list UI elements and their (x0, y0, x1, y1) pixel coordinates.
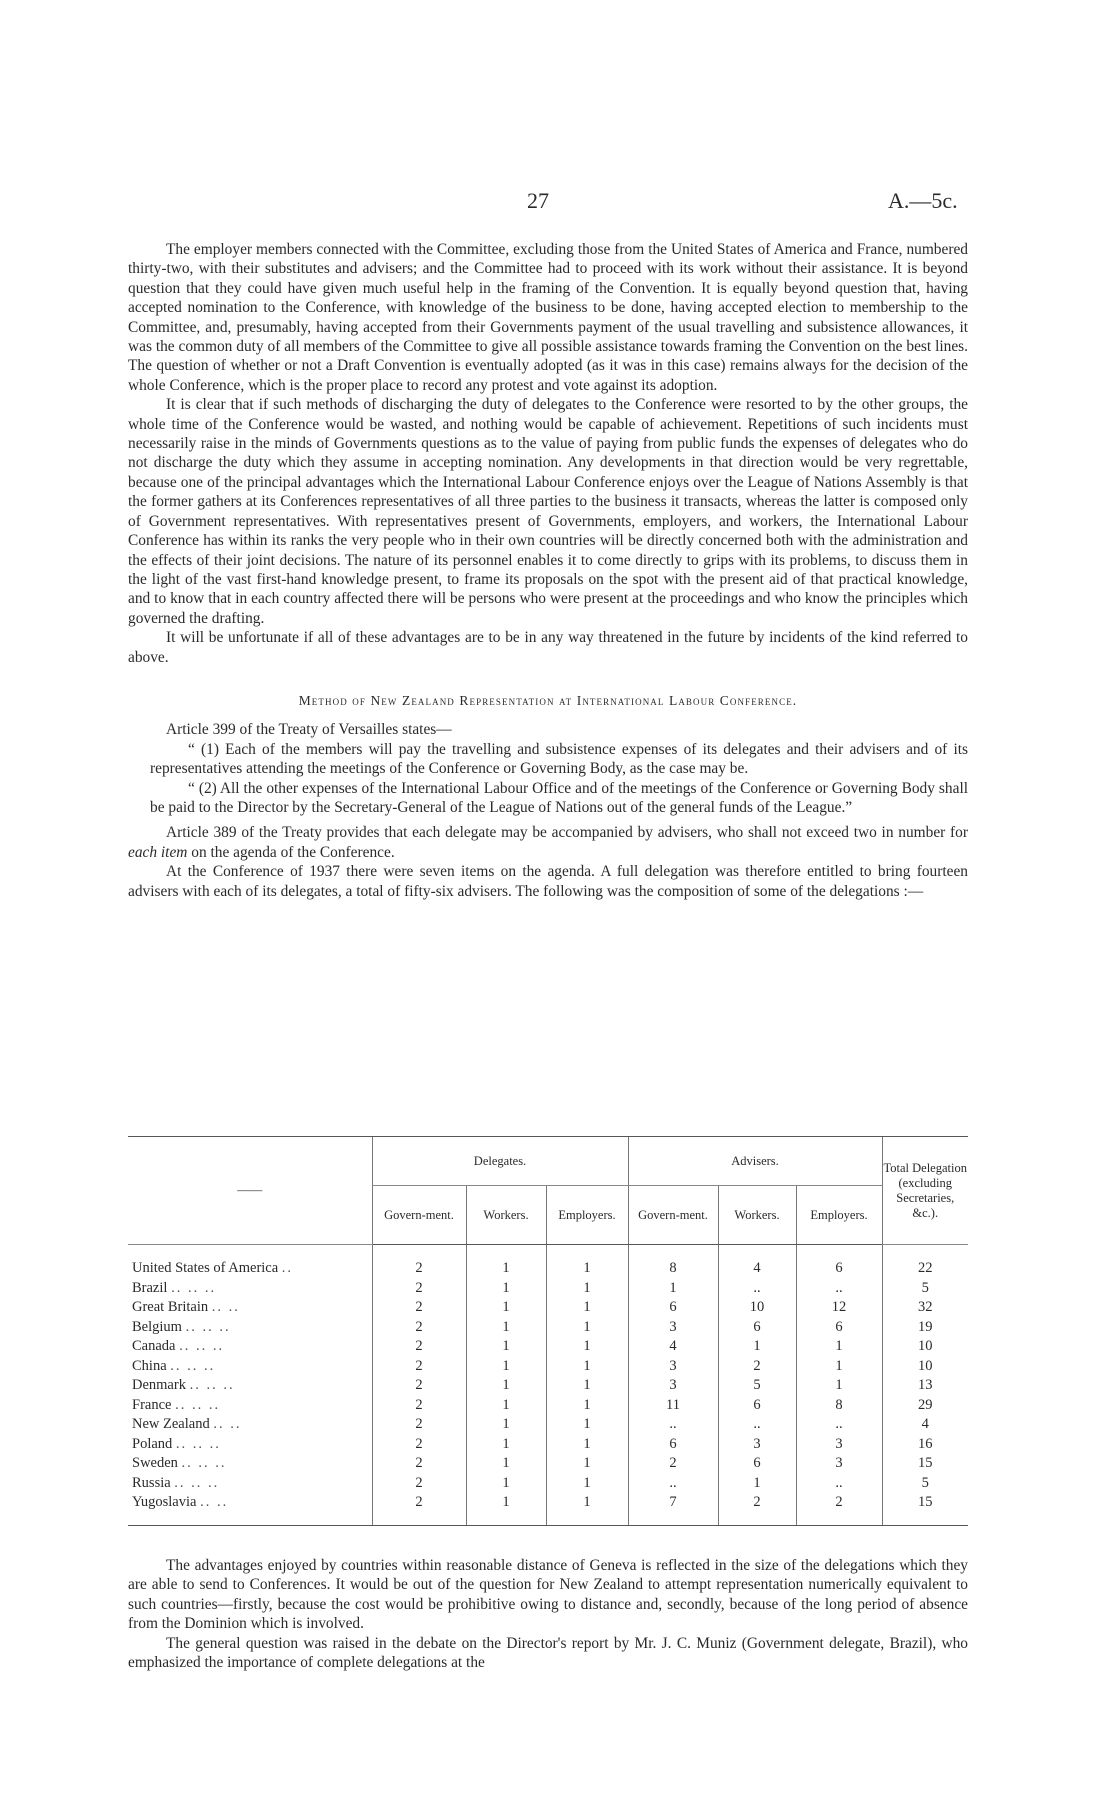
dot-leader: .. .. (211, 1299, 240, 1316)
cell-dw: 1 (466, 1259, 546, 1279)
cell-dg: 2 (372, 1318, 466, 1338)
cell-ag: 4 (628, 1337, 718, 1357)
quote-item: “ (1) Each of the members will pay the travelling and subsistence expenses of its delegates and their advisers and of its representatives attending the meetings of the Conference or Governing Body, as the case may be. (150, 740, 968, 778)
cell-ag: 8 (628, 1259, 718, 1279)
table-row (128, 1337, 968, 1357)
cell-de: 1 (546, 1474, 628, 1494)
country-name: Sweden (132, 1455, 178, 1472)
cell-ag: 3 (628, 1357, 718, 1377)
cell-total: 15 (882, 1454, 968, 1474)
cell-dg: 2 (372, 1298, 466, 1318)
cell-aw: 6 (718, 1318, 796, 1338)
cell-total: 10 (882, 1337, 968, 1357)
cell-dw: 1 (466, 1357, 546, 1377)
dot-leader: .. .. (213, 1416, 242, 1433)
cell-ae: 1 (796, 1357, 882, 1377)
paragraph: The general question was raised in the debate on the Director's report by Mr. J. C. Muniz (Government delegate, Brazil), who emphasized the importance of complete delegations at the (128, 1634, 968, 1672)
country-cell (128, 1337, 372, 1357)
cell-ae: .. (796, 1415, 882, 1435)
cell-ae: 2 (796, 1493, 882, 1513)
article-389-paragraph (128, 823, 968, 862)
table-row (128, 1415, 968, 1435)
country-cell (128, 1357, 372, 1377)
cell-ag: 11 (628, 1396, 718, 1416)
cell-total: 32 (882, 1298, 968, 1318)
cell-dw: 1 (466, 1454, 546, 1474)
cell-dg: 2 (372, 1259, 466, 1279)
cell-de: 1 (546, 1357, 628, 1377)
cell-dw: 1 (466, 1474, 546, 1494)
dot-leader: .. .. .. (185, 1318, 231, 1335)
cell-dw: 1 (466, 1435, 546, 1455)
dot-leader: .. .. .. (171, 1279, 217, 1296)
cell-dg: 2 (372, 1493, 466, 1513)
dot-leader: .. .. .. (175, 1396, 221, 1413)
cell-de: 1 (546, 1415, 628, 1435)
country-cell (128, 1474, 372, 1494)
country-cell (128, 1396, 372, 1416)
cell-ag: 6 (628, 1435, 718, 1455)
country-name: Denmark (132, 1377, 186, 1394)
dot-leader: .. (281, 1260, 294, 1277)
country-name: Great Britain (132, 1299, 209, 1316)
country-name: United States of America (132, 1260, 279, 1277)
cell-aw: .. (718, 1279, 796, 1299)
cell-dw: 1 (466, 1376, 546, 1396)
cell-ag: 6 (628, 1298, 718, 1318)
cell-dg: 2 (372, 1454, 466, 1474)
table-group-header-row (128, 1137, 968, 1186)
cell-aw: 4 (718, 1259, 796, 1279)
cell-total: 22 (882, 1259, 968, 1279)
cell-total: 29 (882, 1396, 968, 1416)
paragraph: It is clear that if such methods of discharging the duty of delegates to the Conference were resorted to by the other groups, the whole time of the Conference would be wasted, and nothing would be capable of achievement. Repetitions of such incidents must necessarily raise in the minds of Governments questions as to the value of paying from public funds the expenses of delegates who do not discharge the duty which they assume in accepting nomination. Any developments in that direction would be very regrettable, because one of the principal advantages which the International Labour Conference enjoys over the League of Nations Assembly is that the former gathers at its Conferences representatives of all three parties to the business it transacts, whereas the latter is composed only of Government representatives. With representatives present of Governments, employers, and workers, the International Labour Conference has within its ranks the very people who in their own countries will be directly concerned both with the administration and the effects of their joint decisions. The nature of its personnel enables it to come directly to grips with its problems, to discuss them in the light of the vast first-hand knowledge present, to frame its proposals on the spot with the present aid of that practical knowledge, and to know that in each country affected there will be persons who were present at the proceedings and who know the principles which governed the drafting. (128, 396, 968, 627)
country-name: Poland (132, 1435, 173, 1452)
paragraph: The advantages enjoyed by countries within reasonable distance of Geneva is reflected in the size of the delegations which they are able to send to Conferences. It would be out of the question for New Zealand to attempt representation numerically equivalent to such countries—firstly, because the cost would be prohibitive owing to distance and, secondly, because of the long period of absence from the Dominion which is involved. (128, 1557, 968, 1633)
dot-leader: .. .. .. (181, 1455, 227, 1472)
advisers-government-header: Govern-ment. (628, 1186, 718, 1245)
country-name: China (132, 1357, 167, 1374)
page-reference: A.—5c. (888, 188, 958, 213)
cell-dw: 1 (466, 1318, 546, 1338)
country-name: Belgium (132, 1318, 182, 1335)
cell-dw: 1 (466, 1337, 546, 1357)
cell-dw: 1 (466, 1396, 546, 1416)
cell-de: 1 (546, 1376, 628, 1396)
table-end-rule (128, 1513, 968, 1526)
cell-de: 1 (546, 1318, 628, 1338)
country-name: New Zealand (132, 1416, 210, 1433)
cell-de: 1 (546, 1396, 628, 1416)
cell-aw: 1 (718, 1474, 796, 1494)
cell-dg: 2 (372, 1376, 466, 1396)
cell-ae: .. (796, 1474, 882, 1494)
cell-de: 1 (546, 1259, 628, 1279)
cell-de: 1 (546, 1337, 628, 1357)
table-row (128, 1259, 968, 1279)
cell-total: 13 (882, 1376, 968, 1396)
cell-dg: 2 (372, 1337, 466, 1357)
table-row (128, 1435, 968, 1455)
delegates-workers-header: Workers. (466, 1186, 546, 1245)
country-name: Russia (132, 1474, 171, 1491)
country-name: Yugoslavia (132, 1494, 197, 1511)
following-text (128, 1556, 968, 1672)
table-row (128, 1493, 968, 1513)
cell-total: 10 (882, 1357, 968, 1377)
advisers-employers-header: Employers. (796, 1186, 882, 1245)
cell-ag: 7 (628, 1493, 718, 1513)
country-cell (128, 1259, 372, 1279)
delegates-employers-header: Employers. (546, 1186, 628, 1245)
cell-de: 1 (546, 1435, 628, 1455)
table-row (128, 1376, 968, 1396)
delegates-government-header: Govern-ment. (372, 1186, 466, 1245)
dot-leader: .. .. .. (179, 1338, 225, 1355)
table-row (128, 1357, 968, 1377)
table-row (128, 1396, 968, 1416)
country-cell (128, 1318, 372, 1338)
article-389-text: Article 389 of the Treaty provides that each delegate may be accompanied by advisers, who shall not exceed two in number for (166, 824, 968, 842)
cell-ag: .. (628, 1474, 718, 1494)
cell-total: 4 (882, 1415, 968, 1435)
country-cell (128, 1415, 372, 1435)
delegations-table-wrapper (128, 1136, 968, 1526)
cell-aw: 10 (718, 1298, 796, 1318)
article-intro: Article 399 of the Treaty of Versailles states— (166, 721, 452, 739)
cell-de: 1 (546, 1493, 628, 1513)
cell-total: 5 (882, 1279, 968, 1299)
cell-ae: 6 (796, 1259, 882, 1279)
cell-dw: 1 (466, 1415, 546, 1435)
cell-dg: 2 (372, 1435, 466, 1455)
dot-leader: .. .. .. (174, 1474, 220, 1491)
country-name: France (132, 1396, 172, 1413)
country-name: Brazil (132, 1279, 168, 1296)
cell-ag: .. (628, 1415, 718, 1435)
cell-aw: 3 (718, 1435, 796, 1455)
country-cell (128, 1454, 372, 1474)
table-row (128, 1474, 968, 1494)
cell-dg: 2 (372, 1396, 466, 1416)
country-name: Canada (132, 1338, 176, 1355)
cell-ae: .. (796, 1279, 882, 1299)
cell-dw: 1 (466, 1279, 546, 1299)
country-cell (128, 1493, 372, 1513)
cell-dw: 1 (466, 1298, 546, 1318)
cell-total: 16 (882, 1435, 968, 1455)
cell-ag: 3 (628, 1318, 718, 1338)
cell-aw: 6 (718, 1454, 796, 1474)
cell-total: 19 (882, 1318, 968, 1338)
cell-ae: 3 (796, 1435, 882, 1455)
cell-dg: 2 (372, 1279, 466, 1299)
stub-header: —— (128, 1137, 372, 1245)
cell-aw: 2 (718, 1357, 796, 1377)
paragraph: It will be unfortunate if all of these advantages are to be in any way threatened in the future by incidents of the kind referred to above. (128, 629, 968, 666)
cell-total: 15 (882, 1493, 968, 1513)
cell-ae: 8 (796, 1396, 882, 1416)
body-text (128, 240, 968, 901)
cell-dw: 1 (466, 1493, 546, 1513)
article-389-emphasis: each item (128, 843, 188, 861)
cell-ae: 1 (796, 1376, 882, 1396)
table-row (128, 1298, 968, 1318)
cell-ae: 1 (796, 1337, 882, 1357)
paragraph: The employer members connected with the Committee, excluding those from the United States of America and France, numbered thirty-two, with their substitutes and advisers; and the Committee had to proceed with its work without their assistance. It is beyond question that they could have given much useful help in the framing of the Convention. It is equally beyond question that, having accepted nomination to the Conference, with knowledge of the business to be done, having accepted election to membership to the Committee, and, presumably, having accepted from their Governments payment of the usual travelling and subsistence allowances, it was the common duty of all members of the Committee to give all possible assistance towards framing the Convention on the best lines. The question of whether or not a Draft Convention is eventually adopted (as it was in this case) remains always for the decision of the whole Conference, which is the proper place to record any protest and vote against its adoption. (128, 241, 968, 394)
advisers-workers-header: Workers. (718, 1186, 796, 1245)
cell-dg: 2 (372, 1474, 466, 1494)
country-cell (128, 1435, 372, 1455)
article-389-text-end: on the agenda of the Conference. (187, 843, 395, 861)
table-row (128, 1454, 968, 1474)
table-row (128, 1279, 968, 1299)
cell-ae: 3 (796, 1454, 882, 1474)
cell-aw: 5 (718, 1376, 796, 1396)
cell-aw: 2 (718, 1493, 796, 1513)
table-body (128, 1245, 968, 1526)
country-cell (128, 1376, 372, 1396)
dot-leader: .. .. .. (170, 1357, 216, 1374)
cell-aw: 6 (718, 1396, 796, 1416)
cell-total: 5 (882, 1474, 968, 1494)
cell-aw: 1 (718, 1337, 796, 1357)
cell-ag: 1 (628, 1279, 718, 1299)
conference-paragraph: At the Conference of 1937 there were seven items on the agenda. A full delegation was therefore entitled to bring fourteen advisers with each of its delegates, a total of fifty-six advisers. The following was the composition of some of the delegations :— (128, 863, 968, 900)
dot-leader: .. .. (200, 1494, 229, 1511)
dot-leader: .. .. .. (189, 1377, 235, 1394)
cell-aw: .. (718, 1415, 796, 1435)
advisers-header: Advisers. (628, 1137, 882, 1186)
country-cell (128, 1298, 372, 1318)
table-row (128, 1318, 968, 1338)
cell-ae: 12 (796, 1298, 882, 1318)
delegates-header: Delegates. (372, 1137, 628, 1186)
dot-leader: .. .. .. (175, 1435, 221, 1452)
page-number: 27 (527, 188, 549, 213)
section-heading: Method of New Zealand Representation at International Labour Conference. (298, 692, 798, 708)
cell-de: 1 (546, 1279, 628, 1299)
cell-ae: 6 (796, 1318, 882, 1338)
cell-dg: 2 (372, 1415, 466, 1435)
delegations-table (128, 1136, 968, 1526)
quote-item: “ (2) All the other expenses of the International Labour Office and of the meetings of the Conference or Governing Body shall be paid to the Director by the Secretary-General of the League of Nations out of the general funds of the League.” (150, 779, 968, 816)
table-spacer (128, 1245, 968, 1260)
cell-de: 1 (546, 1454, 628, 1474)
cell-dg: 2 (372, 1357, 466, 1377)
country-cell (128, 1279, 372, 1299)
cell-ag: 2 (628, 1454, 718, 1474)
cell-de: 1 (546, 1298, 628, 1318)
total-delegation-header: Total Delegation (excluding Secretaries, &c.). (882, 1137, 968, 1245)
cell-ag: 3 (628, 1376, 718, 1396)
